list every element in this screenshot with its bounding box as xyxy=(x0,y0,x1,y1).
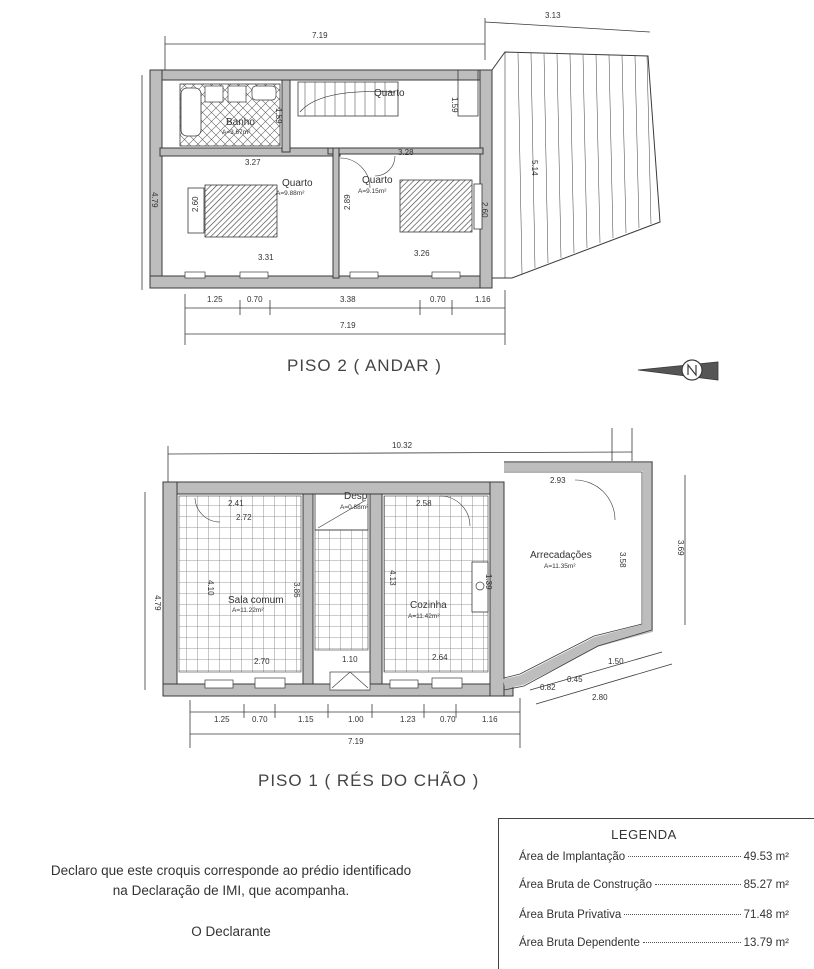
floor1-dim-inner-4: 2.93 xyxy=(550,476,566,485)
room-name: Cozinha xyxy=(410,600,447,611)
floor1-dim-inner-9: 2.70 xyxy=(254,657,270,666)
room-area: A=11.22m² xyxy=(232,607,264,614)
floor2-bottom-seg-1: 1.25 xyxy=(207,295,223,304)
floor1-bottom-seg-6: 0.70 xyxy=(440,715,456,724)
floor2-bottom-seg-4: 0.70 xyxy=(430,295,446,304)
room-name: Quarto xyxy=(374,88,405,99)
floor1-annex-dim-4: 2.80 xyxy=(592,693,608,702)
floor1-dim-inner-11: 2.64 xyxy=(432,653,448,662)
floor1-dim-inner-10: 1.10 xyxy=(342,655,358,664)
room-name: Arrecadações xyxy=(530,550,592,561)
legend-value: 71.48 xyxy=(743,909,773,921)
legend-unit: m² xyxy=(775,879,789,891)
room-name: Banho xyxy=(226,117,255,128)
room-area: A=0.88m² xyxy=(340,504,369,511)
floor2-bottom-seg-3: 3.38 xyxy=(340,295,356,304)
floor2-dim-inner-4: 3.26 xyxy=(414,249,430,258)
floor1-dim-inner-5: 3.58 xyxy=(618,552,627,568)
floor2-dim-inner-3: 3.31 xyxy=(258,253,274,262)
room-area: A=11.42m² xyxy=(408,613,440,620)
room-name: Sala comum xyxy=(228,595,284,606)
floor1-right-height: 3.69 xyxy=(676,540,685,556)
legend-unit: m² xyxy=(775,937,789,949)
declarant-label: O Declarante xyxy=(191,924,271,939)
legend-label: Área de Implantação xyxy=(519,851,626,863)
floor2-top-total: 7.19 xyxy=(312,31,328,40)
legend-label: Área Bruta Privativa xyxy=(519,909,622,921)
legend-unit: m² xyxy=(775,851,789,863)
floor1-dim-inner-3: 2.58 xyxy=(416,499,432,508)
room-area: A=9.15m² xyxy=(358,188,387,195)
floor1-annex-dim-3: 1.50 xyxy=(608,657,624,666)
legend-value: 49.53 xyxy=(743,851,773,863)
floor1-bottom-seg-3: 1.15 xyxy=(298,715,314,724)
floor2-dim-inner-9: 1.59 xyxy=(450,97,459,113)
legend-row xyxy=(519,879,789,891)
floor2-bottom-seg-5: 1.16 xyxy=(475,295,491,304)
floor2-title: PISO 2 ( ANDAR ) xyxy=(287,356,442,375)
floor1-dim-inner-2: 2.72 xyxy=(236,513,252,522)
floor1-bottom-seg-4: 1.00 xyxy=(348,715,364,724)
floor1-annex-dim-1: 0.82 xyxy=(540,683,556,692)
room-area: A=11.35m² xyxy=(544,563,576,570)
declaration-line-2: na Declaração de IMI, que acompanha. xyxy=(112,883,350,898)
floor1-bottom-total: 7.19 xyxy=(348,737,364,746)
floor1-dim-inner-8: 4.13 xyxy=(388,570,397,586)
legend-row xyxy=(519,851,789,863)
room-name: Quarto xyxy=(362,175,393,186)
floor2-bottom-total: 7.19 xyxy=(340,321,356,330)
floor2-dim-inner-6: 2.60 xyxy=(191,196,200,212)
floor1-bottom-seg-5: 1.23 xyxy=(400,715,416,724)
floor2-bottom-seg-2: 0.70 xyxy=(247,295,263,304)
legend-value: 85.27 xyxy=(743,879,773,891)
room-name: Quarto xyxy=(282,178,313,189)
floor1-dim-inner-12: 1.39 xyxy=(484,574,493,590)
room-area: A=3.67m² xyxy=(222,129,251,136)
floor1-bottom-seg-1: 1.25 xyxy=(214,715,230,724)
legend-row xyxy=(519,909,789,921)
floor1-title: PISO 1 ( RÉS DO CHÃO ) xyxy=(258,771,480,790)
legend-box xyxy=(498,818,814,969)
floor2-top-right: 3.13 xyxy=(545,11,561,20)
floor2-dim-inner-7: 2.60 xyxy=(480,202,489,218)
floor2-left-height: 4.79 xyxy=(150,192,159,208)
room-area: A=9.88m² xyxy=(276,190,305,197)
floor2-dim-inner-1: 3.27 xyxy=(245,158,261,167)
room-name: Desp xyxy=(344,491,368,502)
legend-value: 13.79 xyxy=(743,937,773,949)
floor1-annex-dim-2: 0.45 xyxy=(567,675,583,684)
declaration-line-1: Declaro que este croquis corresponde ao prédio identificado xyxy=(50,863,412,878)
floor2-dim-inner-8: 1.59 xyxy=(274,108,283,124)
floor1-left-height: 4.79 xyxy=(153,595,162,611)
floor1-bottom-seg-7: 1.16 xyxy=(482,715,498,724)
floor1-dim-inner-7: 3.86 xyxy=(292,582,301,598)
legend-row xyxy=(519,937,789,949)
legend-label: Área Bruta Dependente xyxy=(519,937,640,949)
legend-label: Área Bruta de Construção xyxy=(519,879,652,891)
floor2-dim-inner-5: 2.89 xyxy=(343,194,352,210)
floor1-bottom-seg-2: 0.70 xyxy=(252,715,268,724)
floor1-dim-inner-1: 2.41 xyxy=(228,499,244,508)
floor1-dim-inner-6: 4.10 xyxy=(206,580,215,596)
floor1-top-total: 10.32 xyxy=(392,441,413,450)
floor2-dim-inner-2: 3.28 xyxy=(398,148,414,157)
north-arrow-icon xyxy=(638,360,718,380)
legend-title: LEGENDA xyxy=(611,827,677,842)
legend-unit: m² xyxy=(775,909,789,921)
floor2-dim-inner-10: 5.14 xyxy=(530,160,539,176)
